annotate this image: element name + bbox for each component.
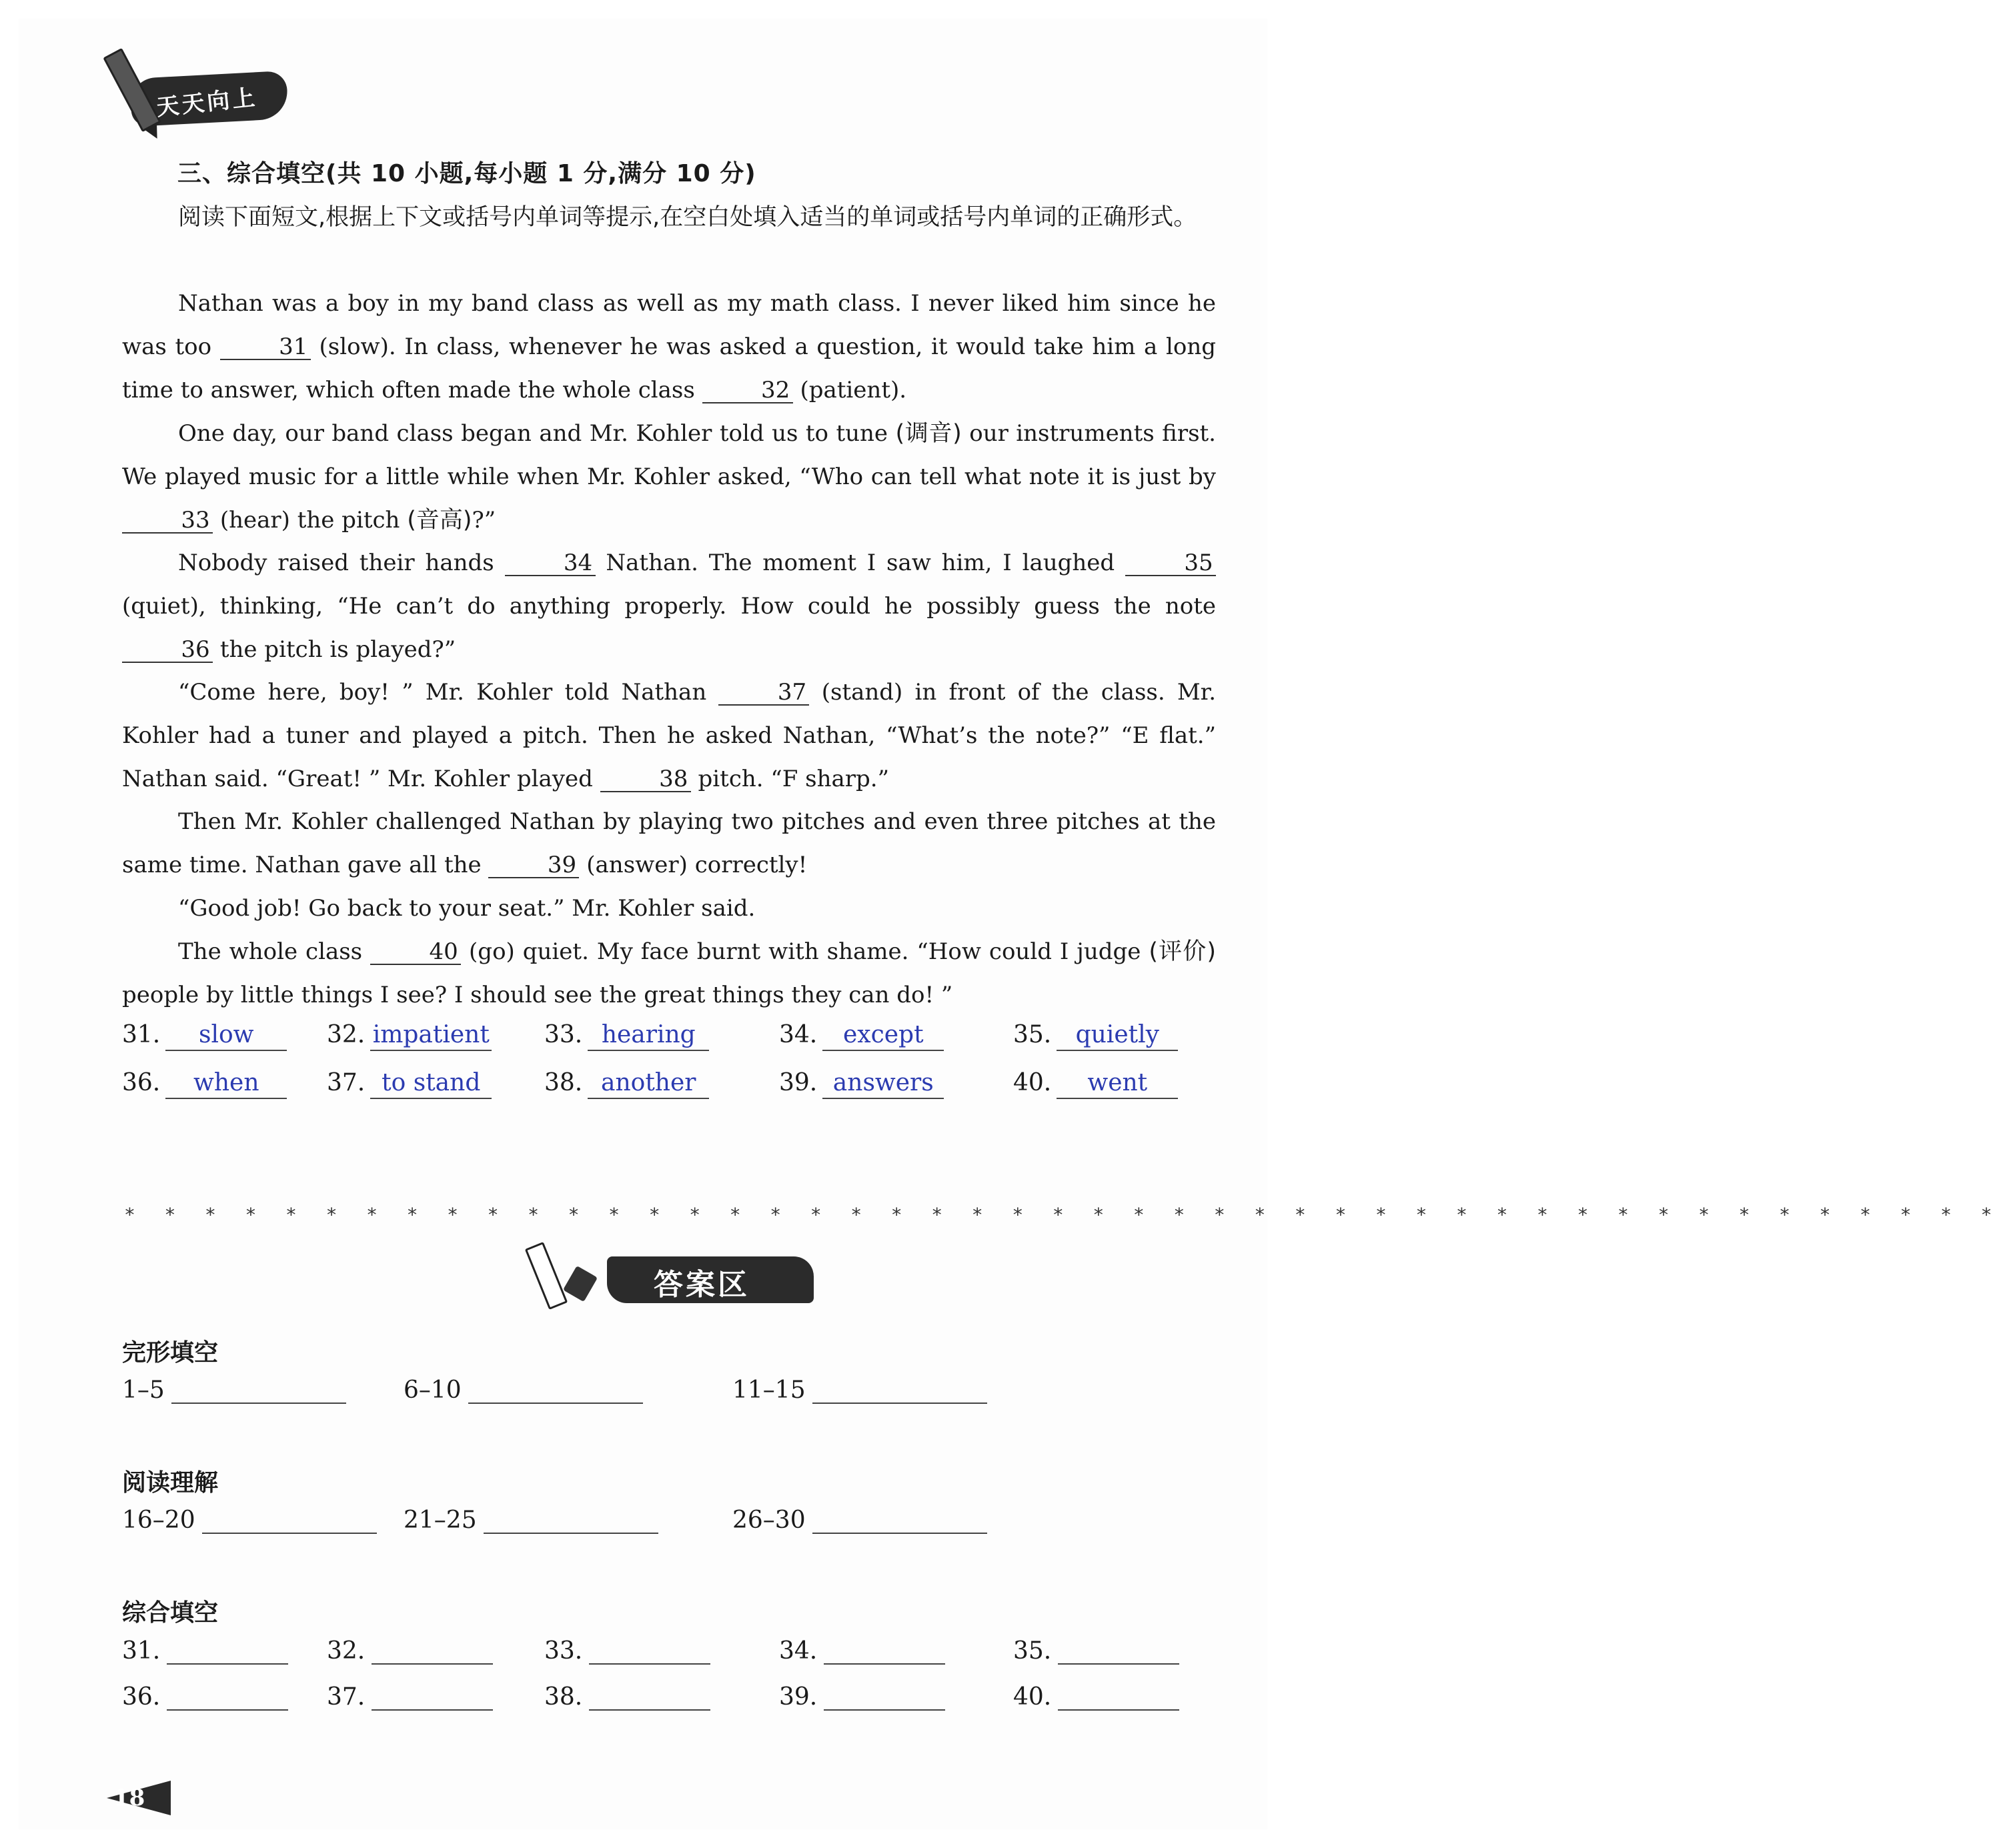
answer-area-header bbox=[520, 1240, 827, 1314]
range-item: 16–20 bbox=[122, 1507, 377, 1534]
fill-item: 34. bbox=[779, 1637, 945, 1665]
answer-item: 31. slow bbox=[122, 1020, 287, 1051]
fill-item: 35. bbox=[1013, 1637, 1179, 1665]
blank-33: 33 bbox=[122, 508, 213, 534]
blank-31: 31 bbox=[220, 335, 311, 360]
answer-line[interactable] bbox=[589, 1685, 710, 1711]
answer-row-1 bbox=[122, 1020, 1243, 1060]
answer-line[interactable] bbox=[824, 1685, 945, 1711]
range-item: 6–10 bbox=[404, 1376, 643, 1404]
blank-39: 39 bbox=[488, 853, 579, 878]
fill-item: 37. bbox=[327, 1683, 493, 1711]
passage-paragraph-3: Nobody raised their hands 34 Nathan. The moment I saw him, I laughed 35 (quiet), thinking, “He can’t do anything properly. How could he possibly guess the note 36 the pitch is played?” bbox=[122, 550, 1216, 663]
answer-line[interactable] bbox=[372, 1639, 493, 1665]
pencil-icon bbox=[525, 1242, 568, 1310]
answer-36: when bbox=[165, 1068, 287, 1099]
answer-33: hearing bbox=[588, 1020, 709, 1051]
answer-item: 34. except bbox=[779, 1020, 944, 1051]
answer-line[interactable] bbox=[202, 1507, 377, 1534]
answer-line[interactable] bbox=[484, 1507, 658, 1534]
fill-item: 36. bbox=[122, 1683, 288, 1711]
answer-line[interactable] bbox=[1058, 1639, 1179, 1665]
section-title: 三、综合填空(共 10 小题,每小题 1 分,满分 10 分) bbox=[177, 160, 756, 187]
star-divider: * * * * * * * * * * * * * * * * * * * * * * * * * * * * * * * * * * * * * * * * * * * * * * * bbox=[124, 1204, 2001, 1226]
answer-line[interactable] bbox=[812, 1507, 987, 1534]
eraser-icon bbox=[563, 1266, 598, 1302]
passage-paragraph-5: Then Mr. Kohler challenged Nathan by playing two pitches and even three pitches at the same time. Nathan gave all the 39 (answer) correctly! bbox=[122, 808, 1216, 878]
answer-line[interactable] bbox=[824, 1639, 945, 1665]
cloze-range-row bbox=[122, 1376, 1189, 1410]
fill-item: 38. bbox=[544, 1683, 710, 1711]
section-instruction: 阅读下面短文,根据上下文或括号内单词等提示,在空白处填入适当的单词或括号内单词的正确形式。 bbox=[178, 204, 1197, 231]
passage-paragraph-4: “Come here, boy! ” Mr. Kohler told Nathan 37 (stand) in front of the class. Mr. Kohler had a tuner and played a pitch. Then he asked Nathan, “What’s the note?” “E flat.” Nathan said. “Great! ” Mr. Kohler played 38 pitch. “F sharp.” bbox=[122, 679, 1217, 792]
badge-text: 天天向上 bbox=[155, 84, 259, 121]
fill-item: 32. bbox=[327, 1637, 493, 1665]
range-item: 26–30 bbox=[732, 1507, 987, 1534]
range-item: 11–15 bbox=[732, 1376, 987, 1404]
passage-paragraph-2: One day, our band class began and Mr. Kohler told us to tune (调音) our instruments first. We played music for a little while when Mr. Kohler asked, “Who can tell what note it is just by 33 (hear) the pitch (音高)?” bbox=[122, 420, 1216, 534]
answer-line[interactable] bbox=[171, 1377, 346, 1404]
page-number-tab bbox=[107, 1781, 171, 1814]
answer-35: quietly bbox=[1057, 1020, 1178, 1051]
answer-line[interactable] bbox=[468, 1377, 643, 1404]
fill-item: 39. bbox=[779, 1683, 945, 1711]
answer-line[interactable] bbox=[812, 1377, 987, 1404]
answer-31: slow bbox=[165, 1020, 287, 1051]
answer-38: another bbox=[588, 1068, 709, 1099]
cloze-title: 完形填空 bbox=[122, 1339, 219, 1366]
answer-40: went bbox=[1057, 1068, 1178, 1099]
fill-item: 33. bbox=[544, 1637, 710, 1665]
answer-line[interactable] bbox=[372, 1685, 493, 1711]
answer-line[interactable] bbox=[1058, 1685, 1179, 1711]
answer-item: 33. hearing bbox=[544, 1020, 709, 1051]
fill-item: 31. bbox=[122, 1637, 288, 1665]
blank-36: 36 bbox=[122, 638, 213, 663]
fill-title: 综合填空 bbox=[122, 1599, 219, 1627]
answer-item: 32. impatient bbox=[327, 1020, 492, 1051]
answer-line[interactable] bbox=[167, 1639, 288, 1665]
answer-item: 35. quietly bbox=[1013, 1020, 1178, 1051]
blank-37: 37 bbox=[718, 680, 809, 706]
answer-area-title: 答案区 bbox=[654, 1268, 750, 1302]
page-number: 18 bbox=[113, 1785, 145, 1811]
blank-34: 34 bbox=[505, 551, 596, 576]
fill-row-1 bbox=[122, 1637, 1243, 1671]
header-badge bbox=[117, 48, 297, 135]
answer-line[interactable] bbox=[167, 1685, 288, 1711]
answer-item: 37. to stand bbox=[327, 1068, 492, 1099]
passage-paragraph-1: Nathan was a boy in my band class as well as my math class. I never liked him since he was too 31 (slow). In class, whenever he was asked a question, it would take him a long time to answer, which often made the whole class 32 (patient). bbox=[122, 290, 1217, 403]
fill-row-2 bbox=[122, 1683, 1243, 1717]
answer-item: 38. another bbox=[544, 1068, 709, 1099]
answer-item: 36. when bbox=[122, 1068, 287, 1099]
range-item: 1–5 bbox=[122, 1376, 346, 1404]
blank-38: 38 bbox=[600, 767, 691, 792]
passage-paragraph-7: The whole class 40 (go) quiet. My face burnt with shame. “How could I judge (评价) people by little things I see? I should see the great things they can do! ” bbox=[122, 938, 1217, 1008]
reading-title: 阅读理解 bbox=[122, 1469, 219, 1497]
answer-34: except bbox=[822, 1020, 944, 1051]
answer-item: 40. went bbox=[1013, 1068, 1178, 1099]
answer-line[interactable] bbox=[589, 1639, 710, 1665]
answer-item: 39. answers bbox=[779, 1068, 944, 1099]
blank-32: 32 bbox=[702, 378, 793, 403]
blank-40: 40 bbox=[370, 940, 461, 965]
blank-35: 35 bbox=[1125, 551, 1216, 576]
answer-row-2 bbox=[122, 1068, 1243, 1108]
range-item: 21–25 bbox=[404, 1507, 658, 1534]
answer-32: impatient bbox=[370, 1020, 492, 1051]
answer-37: to stand bbox=[370, 1068, 492, 1099]
answer-39: answers bbox=[822, 1068, 944, 1099]
reading-range-row bbox=[122, 1507, 1189, 1540]
passage-paragraph-6: “Good job! Go back to your seat.” Mr. Kohler said. bbox=[178, 895, 756, 922]
fill-item: 40. bbox=[1013, 1683, 1179, 1711]
